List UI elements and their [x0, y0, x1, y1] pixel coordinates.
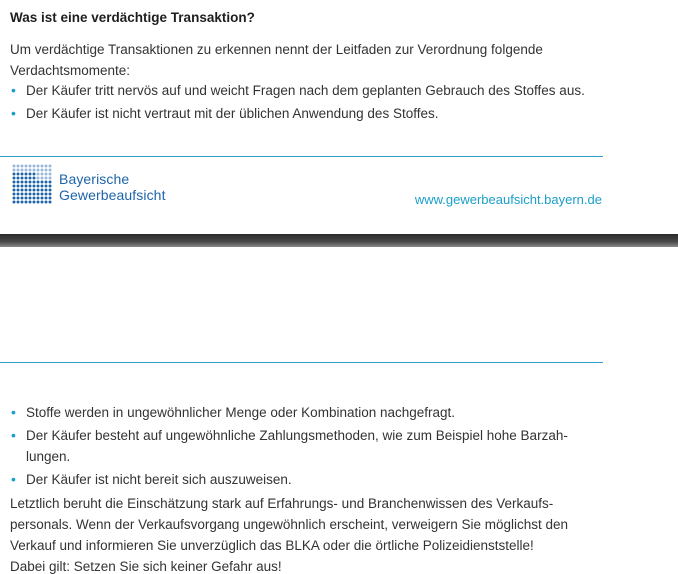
logo-dot: [41, 169, 44, 172]
logo-dot: [37, 197, 40, 200]
logo-dot: [33, 193, 36, 196]
logo-dot: [29, 169, 32, 172]
logo-dot: [17, 177, 20, 180]
intro-line: Verdachtsmomente:: [10, 63, 131, 78]
logo-dot: [37, 177, 40, 180]
list-item: [10, 402, 610, 423]
logo-dot: [41, 185, 44, 188]
bullet-icon: •: [11, 82, 16, 98]
logo-dot: [13, 181, 16, 184]
intro-line: Um verdächtige Transaktionen zu erkennen nennt der Leitfaden zur Verordnung folgende: [10, 42, 543, 57]
logo-dot: [17, 201, 20, 204]
logo-dot: [17, 189, 20, 192]
logo-dot: [37, 185, 40, 188]
logo-dot: [45, 185, 48, 188]
logo-dot: [45, 189, 48, 192]
logo-dot: [21, 173, 24, 176]
logo-dot: [37, 181, 40, 184]
logo-dot: [41, 173, 44, 176]
logo-dot: [17, 165, 20, 168]
logo-dot: [49, 201, 52, 204]
page-separator: [0, 234, 678, 247]
logo-dot: [45, 173, 48, 176]
intro-paragraph: [10, 39, 610, 81]
list-item: [10, 103, 610, 124]
divider-line: [0, 362, 603, 363]
logo-dot: [13, 169, 16, 172]
logo-dot: [17, 181, 20, 184]
logo-dot: [21, 197, 24, 200]
logo-dot: [29, 201, 32, 204]
logo-dot: [29, 181, 32, 184]
bullet-icon: •: [11, 105, 16, 121]
logo-dot: [37, 165, 40, 168]
logo-dot: [49, 165, 52, 168]
logo-dot: [21, 169, 24, 172]
logo-dot: [45, 201, 48, 204]
logo-dot: [33, 177, 36, 180]
logo-dot: [45, 177, 48, 180]
logo-dot: [13, 197, 16, 200]
logo-dot: [17, 197, 20, 200]
logo-dot: [29, 165, 32, 168]
bullet-icon: •: [11, 471, 16, 487]
logo-dot: [29, 189, 32, 192]
logo-line: Gewerbeaufsicht: [59, 187, 166, 203]
logo-dot: [13, 165, 16, 168]
logo-dot: [49, 177, 52, 180]
logo-dot: [25, 165, 28, 168]
logo-dot: [17, 173, 20, 176]
logo-dot: [25, 201, 28, 204]
closing-paragraph: [10, 493, 620, 574]
website-link[interactable]: www.gewerbeaufsicht.bayern.de: [414, 192, 602, 207]
logo-dot: [13, 201, 16, 204]
logo-dot: [21, 185, 24, 188]
logo-dot: [33, 165, 36, 168]
logo-dot: [29, 177, 32, 180]
logo-dot: [33, 197, 36, 200]
logo-dot: [21, 177, 24, 180]
logo-dot: [45, 181, 48, 184]
logo-dot: [41, 165, 44, 168]
list-item-text: Der Käufer ist nicht bereit sich auszuweisen.: [26, 472, 292, 487]
logo-dot: [29, 197, 32, 200]
logo-dot: [21, 181, 24, 184]
indicator-list-2: [10, 402, 610, 492]
logo-dot: [13, 177, 16, 180]
logo-dot: [49, 169, 52, 172]
logo-dot: [29, 185, 32, 188]
logo-dot: [21, 165, 24, 168]
logo-dot: [37, 169, 40, 172]
logo-dot: [13, 193, 16, 196]
logo-dot: [49, 189, 52, 192]
logo-dot: [33, 201, 36, 204]
list-item-text: lungen.: [26, 449, 71, 464]
logo-dot: [33, 169, 36, 172]
logo-dot: [49, 197, 52, 200]
bavaria-logo-icon: [12, 164, 52, 204]
logo-dot: [33, 189, 36, 192]
closing-line: Dabei gilt: Setzen Sie sich keiner Gefahr aus!: [10, 559, 282, 574]
indicator-list-1: [10, 80, 610, 126]
logo-dot: [41, 193, 44, 196]
logo-dot: [49, 185, 52, 188]
logo-dot: [21, 189, 24, 192]
logo-dot: [37, 201, 40, 204]
bullet-icon: •: [11, 427, 16, 443]
list-item-text: Der Käufer besteht auf ungewöhnliche Zahlungsmethoden, wie zum Beispiel hohe Barzah-: [26, 428, 568, 443]
logo-dot: [45, 169, 48, 172]
bullet-icon: •: [11, 404, 16, 420]
divider-line: [0, 156, 603, 157]
logo-dot: [49, 193, 52, 196]
logo-dot: [41, 189, 44, 192]
logo-dot: [29, 193, 32, 196]
section-heading: Was ist eine verdächtige Transaktion?: [10, 10, 255, 25]
logo-dot: [45, 165, 48, 168]
closing-line: Letztlich beruht die Einschätzung stark auf Erfahrungs- und Branchenwissen des Verkaufs-: [10, 496, 554, 511]
logo-dot: [25, 185, 28, 188]
logo-dot: [13, 173, 16, 176]
logo-dot: [37, 189, 40, 192]
logo-dot: [29, 173, 32, 176]
logo-dot: [37, 193, 40, 196]
logo-dot: [17, 185, 20, 188]
logo-dot: [21, 201, 24, 204]
logo-dot: [41, 181, 44, 184]
logo-dot: [17, 169, 20, 172]
logo-dot: [25, 173, 28, 176]
logo-dot: [21, 193, 24, 196]
logo-dot: [33, 173, 36, 176]
logo-dot: [41, 177, 44, 180]
list-item-text: Der Käufer tritt nervös auf und weicht Fragen nach dem geplanten Gebrauch des Stoffes aus.: [26, 83, 585, 98]
list-item: [10, 80, 610, 101]
logo-dot: [37, 173, 40, 176]
logo-dot: [25, 193, 28, 196]
list-item: [10, 469, 610, 490]
logo-dot: [25, 197, 28, 200]
closing-line: personals. Wenn der Verkaufsvorgang ungewöhnlich erscheint, verweigern Sie möglichst den: [10, 517, 569, 532]
logo-dot: [25, 181, 28, 184]
list-item-text: Stoffe werden in ungewöhnlicher Menge oder Kombination nachgefragt.: [26, 405, 456, 420]
list-item: [10, 425, 610, 467]
logo-dot: [41, 197, 44, 200]
logo-dot: [45, 197, 48, 200]
logo-dot: [33, 185, 36, 188]
logo-line: Bayerische: [59, 171, 130, 187]
closing-line: Verkauf und informieren Sie unverzüglich das BLKA oder die örtliche Polizeidienststelle!: [10, 538, 534, 553]
logo-dot: [25, 169, 28, 172]
logo-dot: [13, 189, 16, 192]
logo-dot: [17, 193, 20, 196]
logo-wordmark: [59, 171, 166, 203]
logo-dot: [33, 181, 36, 184]
logo-dot: [49, 173, 52, 176]
logo-dot: [41, 201, 44, 204]
list-item-text: Der Käufer ist nicht vertraut mit der üblichen Anwendung des Stoffes.: [26, 106, 439, 121]
logo-dot: [25, 189, 28, 192]
logo-dot: [25, 177, 28, 180]
logo-dot: [45, 193, 48, 196]
logo-dot: [49, 181, 52, 184]
logo-dot: [13, 185, 16, 188]
